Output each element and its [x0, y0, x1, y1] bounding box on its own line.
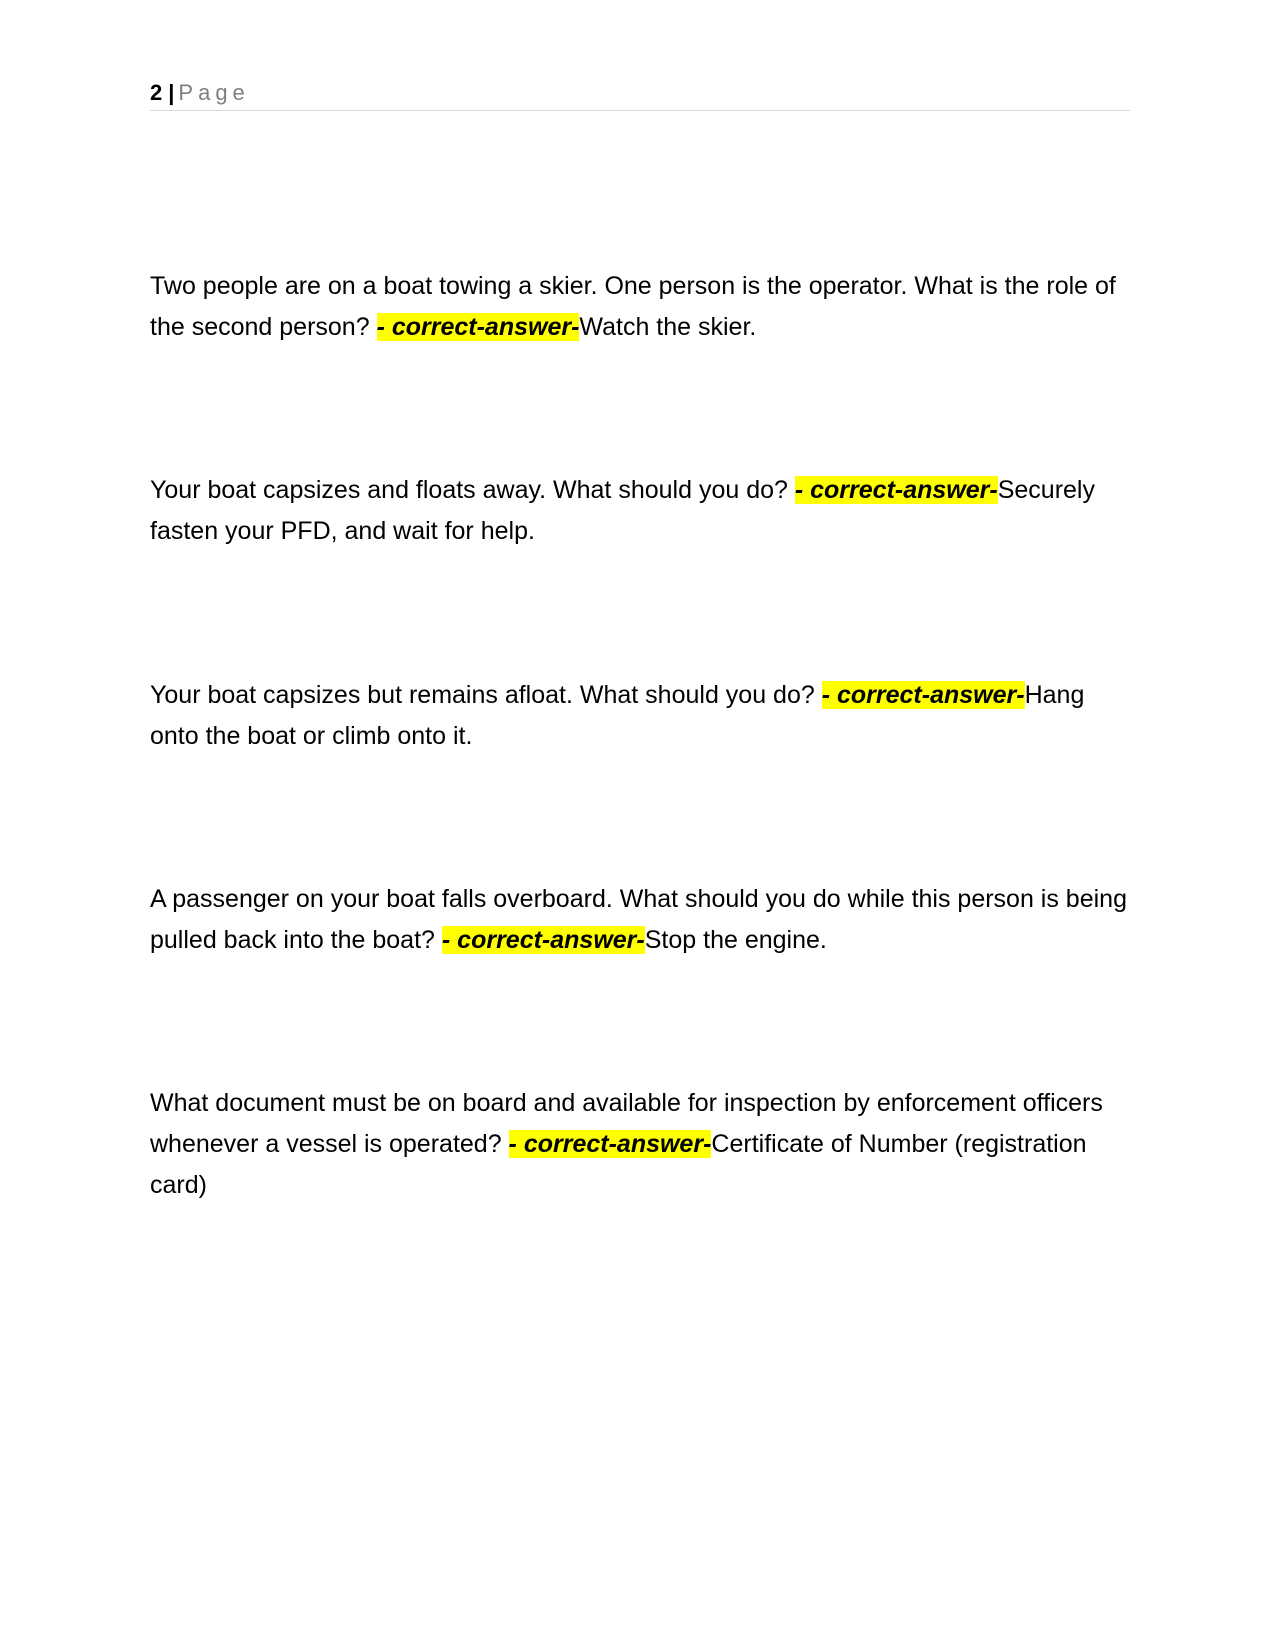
answer-text: Certificate of Number (registration card)	[150, 1130, 1087, 1199]
question-text: A passenger on your boat falls overboard. What should you do while this person is being pulled back into the boat?	[150, 885, 1127, 954]
page-header	[150, 76, 1130, 111]
qa-item	[150, 470, 1130, 552]
question-text: Your boat capsizes but remains afloat. What should you do?	[150, 681, 822, 709]
correct-answer-tag: - correct-answer-	[794, 476, 998, 504]
answer-text: Hang onto the boat or climb onto it.	[150, 681, 1085, 750]
qa-item	[150, 1083, 1130, 1206]
page-number: 2	[150, 80, 163, 105]
page-label: Page	[178, 80, 250, 105]
correct-answer-tag: - correct-answer-	[821, 681, 1025, 709]
page-separator: |	[168, 80, 175, 105]
question-text: Two people are on a boat towing a skier. One person is the operator. What is the role of the second person?	[150, 272, 1116, 341]
answer-text: Securely fasten your PFD, and wait for help.	[150, 476, 1095, 545]
question-text: Your boat capsizes and floats away. What should you do?	[150, 476, 795, 504]
qa-item	[150, 675, 1130, 757]
correct-answer-tag: - correct-answer-	[441, 926, 645, 954]
qa-item	[150, 266, 1130, 348]
correct-answer-tag: - correct-answer-	[376, 313, 580, 341]
answer-text: Watch the skier.	[579, 313, 757, 341]
qa-item	[150, 879, 1130, 961]
answer-text: Stop the engine.	[644, 926, 827, 954]
correct-answer-tag: - correct-answer-	[508, 1130, 712, 1158]
question-text: What document must be on board and available for inspection by enforcement officers whenever a vessel is operated?	[150, 1089, 1103, 1158]
